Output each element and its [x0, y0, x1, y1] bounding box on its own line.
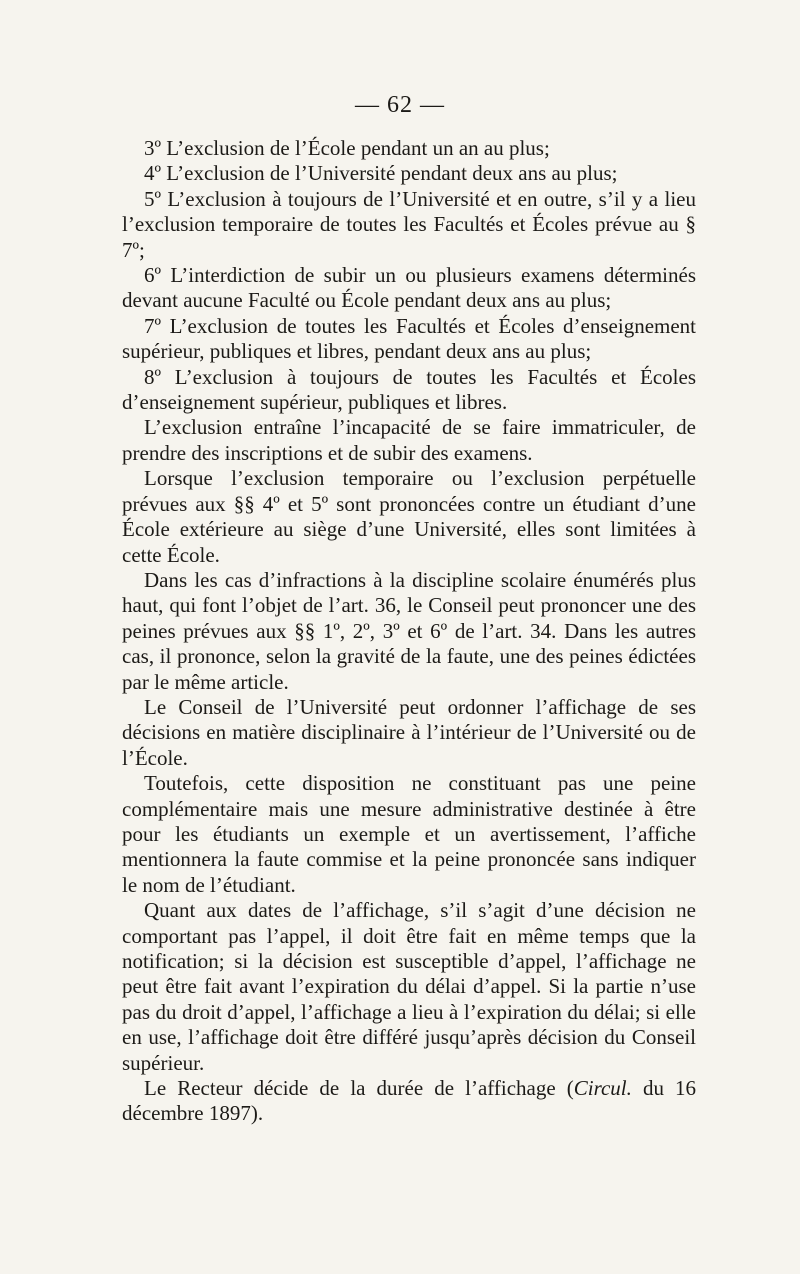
paragraph-item-7: 7º L’exclusion de toutes les Facultés et Écoles d’enseignement supérieur, publiques et libres, pendant deux ans au plus; — [122, 313, 696, 364]
body-text — [122, 136, 696, 1127]
page-number: — 62 — — [355, 92, 445, 118]
paragraph-exclusion-effects: L’exclusion entraîne l’incapacité de se faire immatriculer, de prendre des inscriptions et de subir des examens. — [122, 415, 696, 465]
paragraph-external-school: Lorsque l’exclusion temporaire ou l’exclusion perpétuelle prévues aux §§ 4º et 5º sont prononcées contre un étudiant d’une École extérieure au siège d’une Université, elles sont limitées à cette École. — [122, 466, 696, 567]
paragraph-infractions: Dans les cas d’infractions à la discipline scolaire énumérés plus haut, qui font l’objet de l’art. 36, le Conseil peut prononcer une des peines prévues aux §§ 1º, 2º, 3º et 6º de l’art. 34. Dans les autres cas, il prononce, selon la gravité de la faute, une des peines édictées par le même article. — [122, 567, 696, 694]
circular-text-before: Le Recteur décide de la durée de l’affichage ( — [144, 1076, 574, 1101]
circular-text-after: du 16 décembre 1897). — [122, 1076, 696, 1126]
circular-italic: Circul. — [573, 1076, 632, 1101]
paragraph-posting-content: Toutefois, cette disposition ne constituant pas une peine complémentaire mais une mesure administrative destinée à être pour les étudiants un exemple et un avertissement, l’affiche mentionnera la faute commise et la peine prononcée sans indiquer le nom de l’étudiant. — [122, 771, 696, 897]
paragraph-item-5: 5º L’exclusion à toujours de l’Université et en outre, s’il y a lieu l’exclusion temporaire de toutes les Facultés et Écoles prévue au § 7º; — [122, 186, 696, 262]
paragraph-posting-dates: Quant aux dates de l’affichage, s’il s’agit d’une décision ne comportant pas l’appel, il doit être fait en même temps que la notification; si la décision est susceptible d’appel, l’affichage ne peut être fait avant l’expiration du délai d’appel. Si la partie n’use pas du droit d’appel, l’affichage a lieu à l’expiration du délai; si elle en use, l’affichage doit être différé jusqu’après décision du Conseil supérieur. — [122, 898, 696, 1075]
paragraph-posting-duration — [122, 1076, 696, 1127]
paragraph-item-6: 6º L’interdiction de subir un ou plusieurs examens déterminés devant aucune Faculté ou École pendant deux ans au plus; — [122, 263, 696, 313]
paragraph-item-3: 3º L’exclusion de l’École pendant un an au plus; — [144, 136, 550, 160]
paragraph-item-4: 4º L’exclusion de l’Université pendant deux ans au plus; — [144, 161, 618, 186]
paragraph-item-8: 8º L’exclusion à toujours de toutes les Facultés et Écoles d’enseignement supérieur, publiques et libres. — [122, 364, 696, 415]
paragraph-posting: Le Conseil de l’Université peut ordonner l’affichage de ses décisions en matière disciplinaire à l’intérieur de l’Université ou de l’École. — [122, 694, 696, 770]
